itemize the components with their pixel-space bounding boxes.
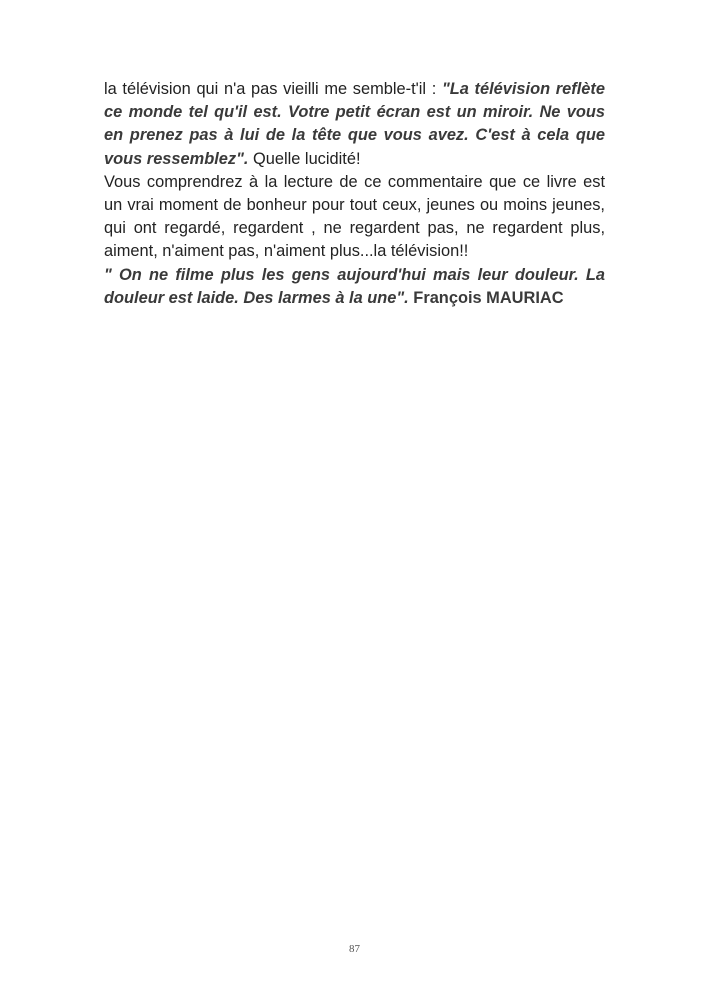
paragraph-1-intro: la télévision qui n'a pas vieilli me semble-t'il : xyxy=(104,80,442,98)
paragraph-2: Vous comprendrez à la lecture de ce commentaire que ce livre est un vrai moment de bonheur pour tout ceux, jeunes ou moins jeunes, qui ont regardé, regardent , ne regardent pas, ne regardent plus, aiment, n'aiment pas, n'aiment plus...la télévision!! xyxy=(104,172,605,261)
quote-author: François MAURIAC xyxy=(408,288,564,307)
television-quote: "La télévision reflète ce monde tel qu'il est. Votre petit écran est un miroir. Ne vous en prenez pas à lui de la tête que vous avez. C'est à cela que vous ressemblez". xyxy=(104,80,605,168)
mauriac-quote: " On ne filme plus les gens aujourd'hui mais leur douleur. La douleur est laide. Des larmes à la une". xyxy=(104,265,605,307)
paragraph-1-outro: Quelle lucidité! xyxy=(248,149,361,168)
paragraph-1 xyxy=(104,78,605,171)
paragraph-3 xyxy=(104,264,605,310)
body-text xyxy=(104,78,605,310)
page-number: 87 xyxy=(349,943,360,955)
